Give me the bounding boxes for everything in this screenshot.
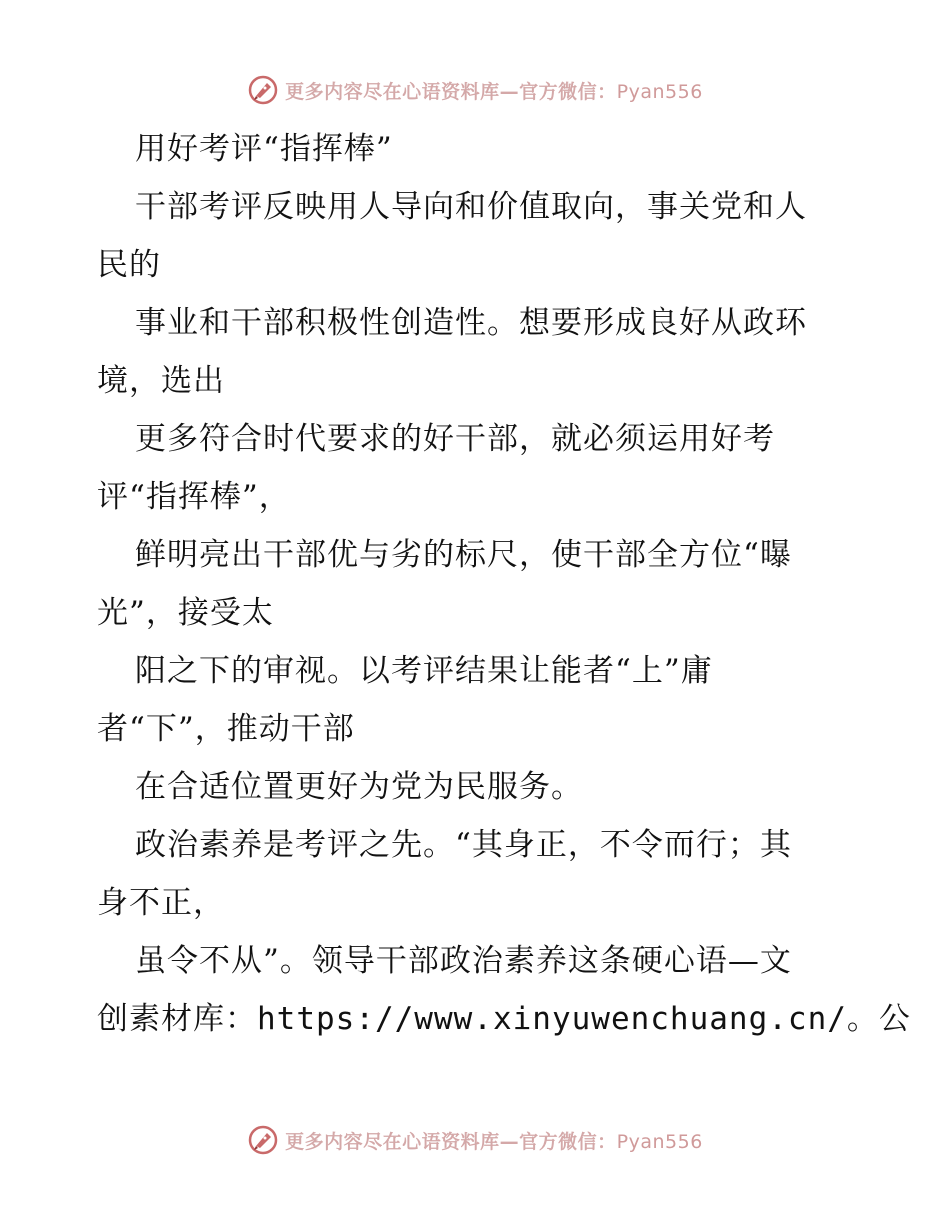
paragraph-line: 事业和干部积极性创造性。想要形成良好从政环 [135,305,807,341]
paragraph-line: 虽令不从”。领导干部政治素养这条硬心语—文 [135,943,792,979]
paragraph-line: 者“下”，推动干部 [97,711,355,747]
header-banner-text: 更多内容尽在心语资料库—官方微信：Pyan556 [285,80,703,103]
document-heading: 用好考评“指挥棒” [135,131,393,167]
paragraph-line: 在合适位置更好为党为民服务。 [135,769,583,805]
paragraph-line: 干部考评反映用人导向和价值取向，事关党和人 [135,189,807,225]
footer-wechat-id: Pyan556 [616,1130,703,1153]
paragraph-line: 评“指挥棒”， [97,479,291,515]
paragraph-line: 更多符合时代要求的好干部，就必须运用好考 [135,421,775,457]
header-banner [0,70,950,110]
paragraph-line: 身不正， [97,885,225,921]
paragraph-line: 民的 [97,247,161,283]
paragraph-line: 政治素养是考评之先。“其身正，不令而行；其 [135,827,792,863]
document-body [97,120,911,1048]
paragraph-line: 鲜明亮出干部优与劣的标尺，使干部全方位“曝 [135,537,792,573]
paragraph-line-with-url: 创素材库：https://www.xinyuwenchuang.cn/。公 [97,1001,911,1037]
footer-banner-text: 更多内容尽在心语资料库—官方微信：Pyan556 [285,1130,703,1153]
header-wechat-id: Pyan556 [616,80,703,103]
paragraph-line: 境，选出 [97,363,225,399]
paragraph-line: 阳之下的审视。以考评结果让能者“上”庸 [135,653,713,689]
paragraph-line: 光”，接受太 [97,595,274,631]
footer-banner [0,1120,950,1160]
pen-nib-logo-icon [247,74,279,106]
pen-nib-logo-icon [247,1124,279,1156]
